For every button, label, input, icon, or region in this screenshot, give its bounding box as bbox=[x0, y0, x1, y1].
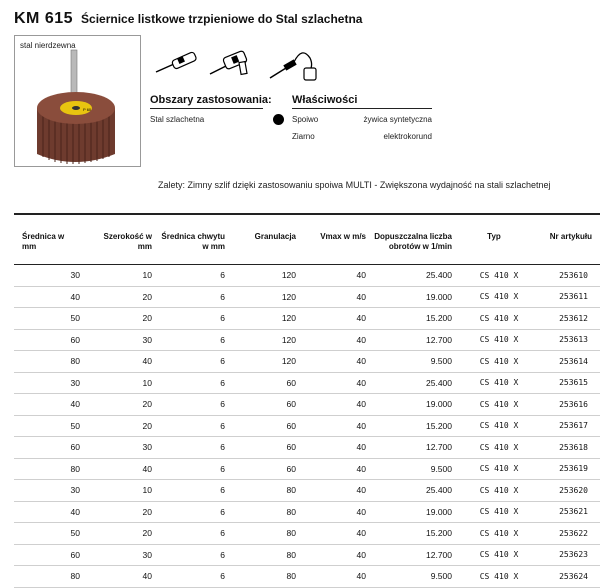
table-cell: 80 bbox=[233, 566, 304, 588]
table-cell: CS 410 X bbox=[460, 566, 528, 588]
table-cell: 40 bbox=[304, 523, 374, 545]
table-cell: 80 bbox=[14, 458, 88, 480]
table-cell: 253617 bbox=[528, 415, 600, 437]
table-cell: 40 bbox=[88, 351, 160, 373]
table-cell: 15.200 bbox=[374, 308, 460, 330]
column-header: Granulacja bbox=[233, 214, 304, 265]
table-cell: CS 410 X bbox=[460, 415, 528, 437]
table-cell: 30 bbox=[14, 265, 88, 287]
table-cell: 80 bbox=[233, 480, 304, 502]
property-label: Spoiwo bbox=[292, 115, 319, 124]
column-header: Typ bbox=[460, 214, 528, 265]
table-row bbox=[14, 415, 600, 437]
table-row bbox=[14, 351, 600, 373]
table-cell: 25.400 bbox=[374, 372, 460, 394]
table-cell: 9.500 bbox=[374, 351, 460, 373]
table-cell: 60 bbox=[233, 394, 304, 416]
table-header-row bbox=[14, 214, 600, 265]
product-photo bbox=[14, 35, 141, 167]
table-cell: CS 410 X bbox=[460, 501, 528, 523]
table-cell: 6 bbox=[160, 415, 233, 437]
table-cell: 253614 bbox=[528, 351, 600, 373]
table-cell: 253620 bbox=[528, 480, 600, 502]
table-cell: 60 bbox=[233, 458, 304, 480]
table-cell: 40 bbox=[304, 415, 374, 437]
table-cell: 40 bbox=[304, 265, 374, 287]
table-cell: 120 bbox=[233, 308, 304, 330]
table-cell: 6 bbox=[160, 458, 233, 480]
table-cell: 60 bbox=[14, 329, 88, 351]
table-cell: 60 bbox=[233, 437, 304, 459]
table-row bbox=[14, 394, 600, 416]
table-cell: 10 bbox=[88, 372, 160, 394]
table-cell: CS 410 X bbox=[460, 308, 528, 330]
column-header: Nr artykułu bbox=[528, 214, 600, 265]
table-cell: 20 bbox=[88, 394, 160, 416]
flap-wheel-image bbox=[15, 36, 140, 166]
table-cell: 6 bbox=[160, 566, 233, 588]
property-value: żywica syntetyczna bbox=[363, 115, 432, 124]
table-cell: 10 bbox=[88, 265, 160, 287]
table-cell: 40 bbox=[304, 458, 374, 480]
table-cell: 253613 bbox=[528, 329, 600, 351]
table-cell: CS 410 X bbox=[460, 372, 528, 394]
table-cell: 40 bbox=[304, 308, 374, 330]
table-cell: 19.000 bbox=[374, 286, 460, 308]
table-cell: 40 bbox=[304, 480, 374, 502]
property-label: Ziarno bbox=[292, 132, 315, 141]
table-cell: 30 bbox=[88, 329, 160, 351]
table-row bbox=[14, 329, 600, 351]
table-cell: 253610 bbox=[528, 265, 600, 287]
table-cell: 25.400 bbox=[374, 480, 460, 502]
table-cell: 40 bbox=[304, 329, 374, 351]
table-cell: 60 bbox=[14, 437, 88, 459]
product-description: Ściernice listkowe trzpieniowe do Stal szlachetna bbox=[81, 12, 363, 26]
table-cell: 253618 bbox=[528, 437, 600, 459]
table-cell: 120 bbox=[233, 329, 304, 351]
table-cell: CS 410 X bbox=[460, 523, 528, 545]
table-cell: 40 bbox=[304, 394, 374, 416]
table-cell: 9.500 bbox=[374, 458, 460, 480]
table-cell: CS 410 X bbox=[460, 458, 528, 480]
table-cell: 40 bbox=[14, 394, 88, 416]
table-cell: CS 410 X bbox=[460, 265, 528, 287]
table-cell: 20 bbox=[88, 308, 160, 330]
table-cell: 19.000 bbox=[374, 394, 460, 416]
table-cell: 6 bbox=[160, 544, 233, 566]
table-cell: 253611 bbox=[528, 286, 600, 308]
advantages-text: Zalety: Zimny szlif dzięki zastosowaniu spoiwa MULTI - Zwiększona wydajność na stali szlachetnej bbox=[158, 180, 551, 190]
table-cell: 60 bbox=[14, 544, 88, 566]
table-row bbox=[14, 372, 600, 394]
table-cell: 30 bbox=[14, 480, 88, 502]
divider bbox=[150, 108, 263, 109]
table-cell: 12.700 bbox=[374, 437, 460, 459]
table-cell: 30 bbox=[14, 372, 88, 394]
table-cell: 60 bbox=[233, 372, 304, 394]
photo-label: stal nierdzewna bbox=[20, 41, 76, 50]
table-cell: 80 bbox=[233, 544, 304, 566]
table-cell: 40 bbox=[304, 566, 374, 588]
table-cell: 12.700 bbox=[374, 329, 460, 351]
table-cell: 30 bbox=[88, 437, 160, 459]
wlasciwosci-heading: Właściwości bbox=[292, 94, 358, 106]
product-code: KM 615 bbox=[14, 10, 74, 27]
tool-icons bbox=[152, 44, 317, 84]
table-cell: 6 bbox=[160, 329, 233, 351]
divider bbox=[292, 108, 432, 109]
table-cell: CS 410 X bbox=[460, 329, 528, 351]
table-cell: 40 bbox=[304, 501, 374, 523]
table-cell: 253612 bbox=[528, 308, 600, 330]
bullet-icon bbox=[273, 114, 284, 125]
table-cell: CS 410 X bbox=[460, 437, 528, 459]
straight-grinder-icon bbox=[156, 51, 197, 72]
column-header: Dopuszczalna liczba obrotów w 1/min bbox=[374, 214, 460, 265]
table-cell: 50 bbox=[14, 415, 88, 437]
column-header: Średnica w mm bbox=[14, 214, 88, 265]
table-cell: CS 410 X bbox=[460, 544, 528, 566]
zastosowania-item: Stal szlachetna bbox=[150, 115, 205, 124]
table-cell: 25.400 bbox=[374, 265, 460, 287]
table-cell: CS 410 X bbox=[460, 480, 528, 502]
column-header: Średnica chwytu w mm bbox=[160, 214, 233, 265]
flex-shaft-icon bbox=[270, 53, 316, 80]
table-cell: 253616 bbox=[528, 394, 600, 416]
product-table bbox=[14, 213, 600, 582]
table-row bbox=[14, 523, 600, 545]
table-cell: 40 bbox=[88, 566, 160, 588]
table-cell: 40 bbox=[88, 458, 160, 480]
table-cell: 120 bbox=[233, 265, 304, 287]
table-cell: 12.700 bbox=[374, 544, 460, 566]
table-cell: 80 bbox=[14, 351, 88, 373]
table-cell: 6 bbox=[160, 286, 233, 308]
table-cell: 40 bbox=[14, 286, 88, 308]
table-cell: 60 bbox=[233, 415, 304, 437]
table-cell: 50 bbox=[14, 308, 88, 330]
table-cell: 20 bbox=[88, 286, 160, 308]
table-cell: 120 bbox=[233, 286, 304, 308]
column-header: Szerokość w mm bbox=[88, 214, 160, 265]
table-cell: 120 bbox=[233, 351, 304, 373]
table-cell: CS 410 X bbox=[460, 394, 528, 416]
table-cell: 80 bbox=[233, 501, 304, 523]
table-row bbox=[14, 480, 600, 502]
table-cell: 253621 bbox=[528, 501, 600, 523]
table-cell: 6 bbox=[160, 265, 233, 287]
table-cell: 6 bbox=[160, 372, 233, 394]
table-cell: 50 bbox=[14, 523, 88, 545]
table-cell: 40 bbox=[304, 544, 374, 566]
table-row bbox=[14, 544, 600, 566]
table-cell: 40 bbox=[304, 286, 374, 308]
page-title bbox=[14, 10, 362, 30]
table-row bbox=[14, 458, 600, 480]
column-header: Vmax w m/s bbox=[304, 214, 374, 265]
table-cell: 19.000 bbox=[374, 501, 460, 523]
table-row bbox=[14, 501, 600, 523]
table-cell: 253624 bbox=[528, 566, 600, 588]
table-cell: 6 bbox=[160, 523, 233, 545]
table-cell: CS 410 X bbox=[460, 286, 528, 308]
table-cell: 40 bbox=[304, 372, 374, 394]
table-cell: 253623 bbox=[528, 544, 600, 566]
table-cell: 40 bbox=[14, 501, 88, 523]
table-row bbox=[14, 286, 600, 308]
table-cell: 6 bbox=[160, 308, 233, 330]
table-cell: 6 bbox=[160, 351, 233, 373]
table-cell: 80 bbox=[14, 566, 88, 588]
table-cell: 6 bbox=[160, 437, 233, 459]
table-cell: 9.500 bbox=[374, 566, 460, 588]
property-value: elektrokorund bbox=[383, 132, 432, 141]
table-cell: 40 bbox=[304, 437, 374, 459]
table-cell: 253622 bbox=[528, 523, 600, 545]
table-row bbox=[14, 308, 600, 330]
table-cell: 10 bbox=[88, 480, 160, 502]
table-row bbox=[14, 265, 600, 287]
table-cell: 20 bbox=[88, 501, 160, 523]
table-cell: 6 bbox=[160, 480, 233, 502]
table-cell: 15.200 bbox=[374, 523, 460, 545]
zastosowania-heading: Obszary zastosowania: bbox=[150, 94, 272, 106]
disc-label: P 60 bbox=[83, 107, 92, 112]
table-cell: 20 bbox=[88, 523, 160, 545]
table-row bbox=[14, 437, 600, 459]
table-cell: 20 bbox=[88, 415, 160, 437]
table-cell: 253619 bbox=[528, 458, 600, 480]
table-cell: 253615 bbox=[528, 372, 600, 394]
table-cell: 6 bbox=[160, 501, 233, 523]
table-cell: CS 410 X bbox=[460, 351, 528, 373]
table-cell: 30 bbox=[88, 544, 160, 566]
table-cell: 6 bbox=[160, 394, 233, 416]
table-cell: 80 bbox=[233, 523, 304, 545]
table-cell: 40 bbox=[304, 351, 374, 373]
drill-icon bbox=[210, 50, 247, 74]
table-cell: 15.200 bbox=[374, 415, 460, 437]
table-row bbox=[14, 566, 600, 588]
